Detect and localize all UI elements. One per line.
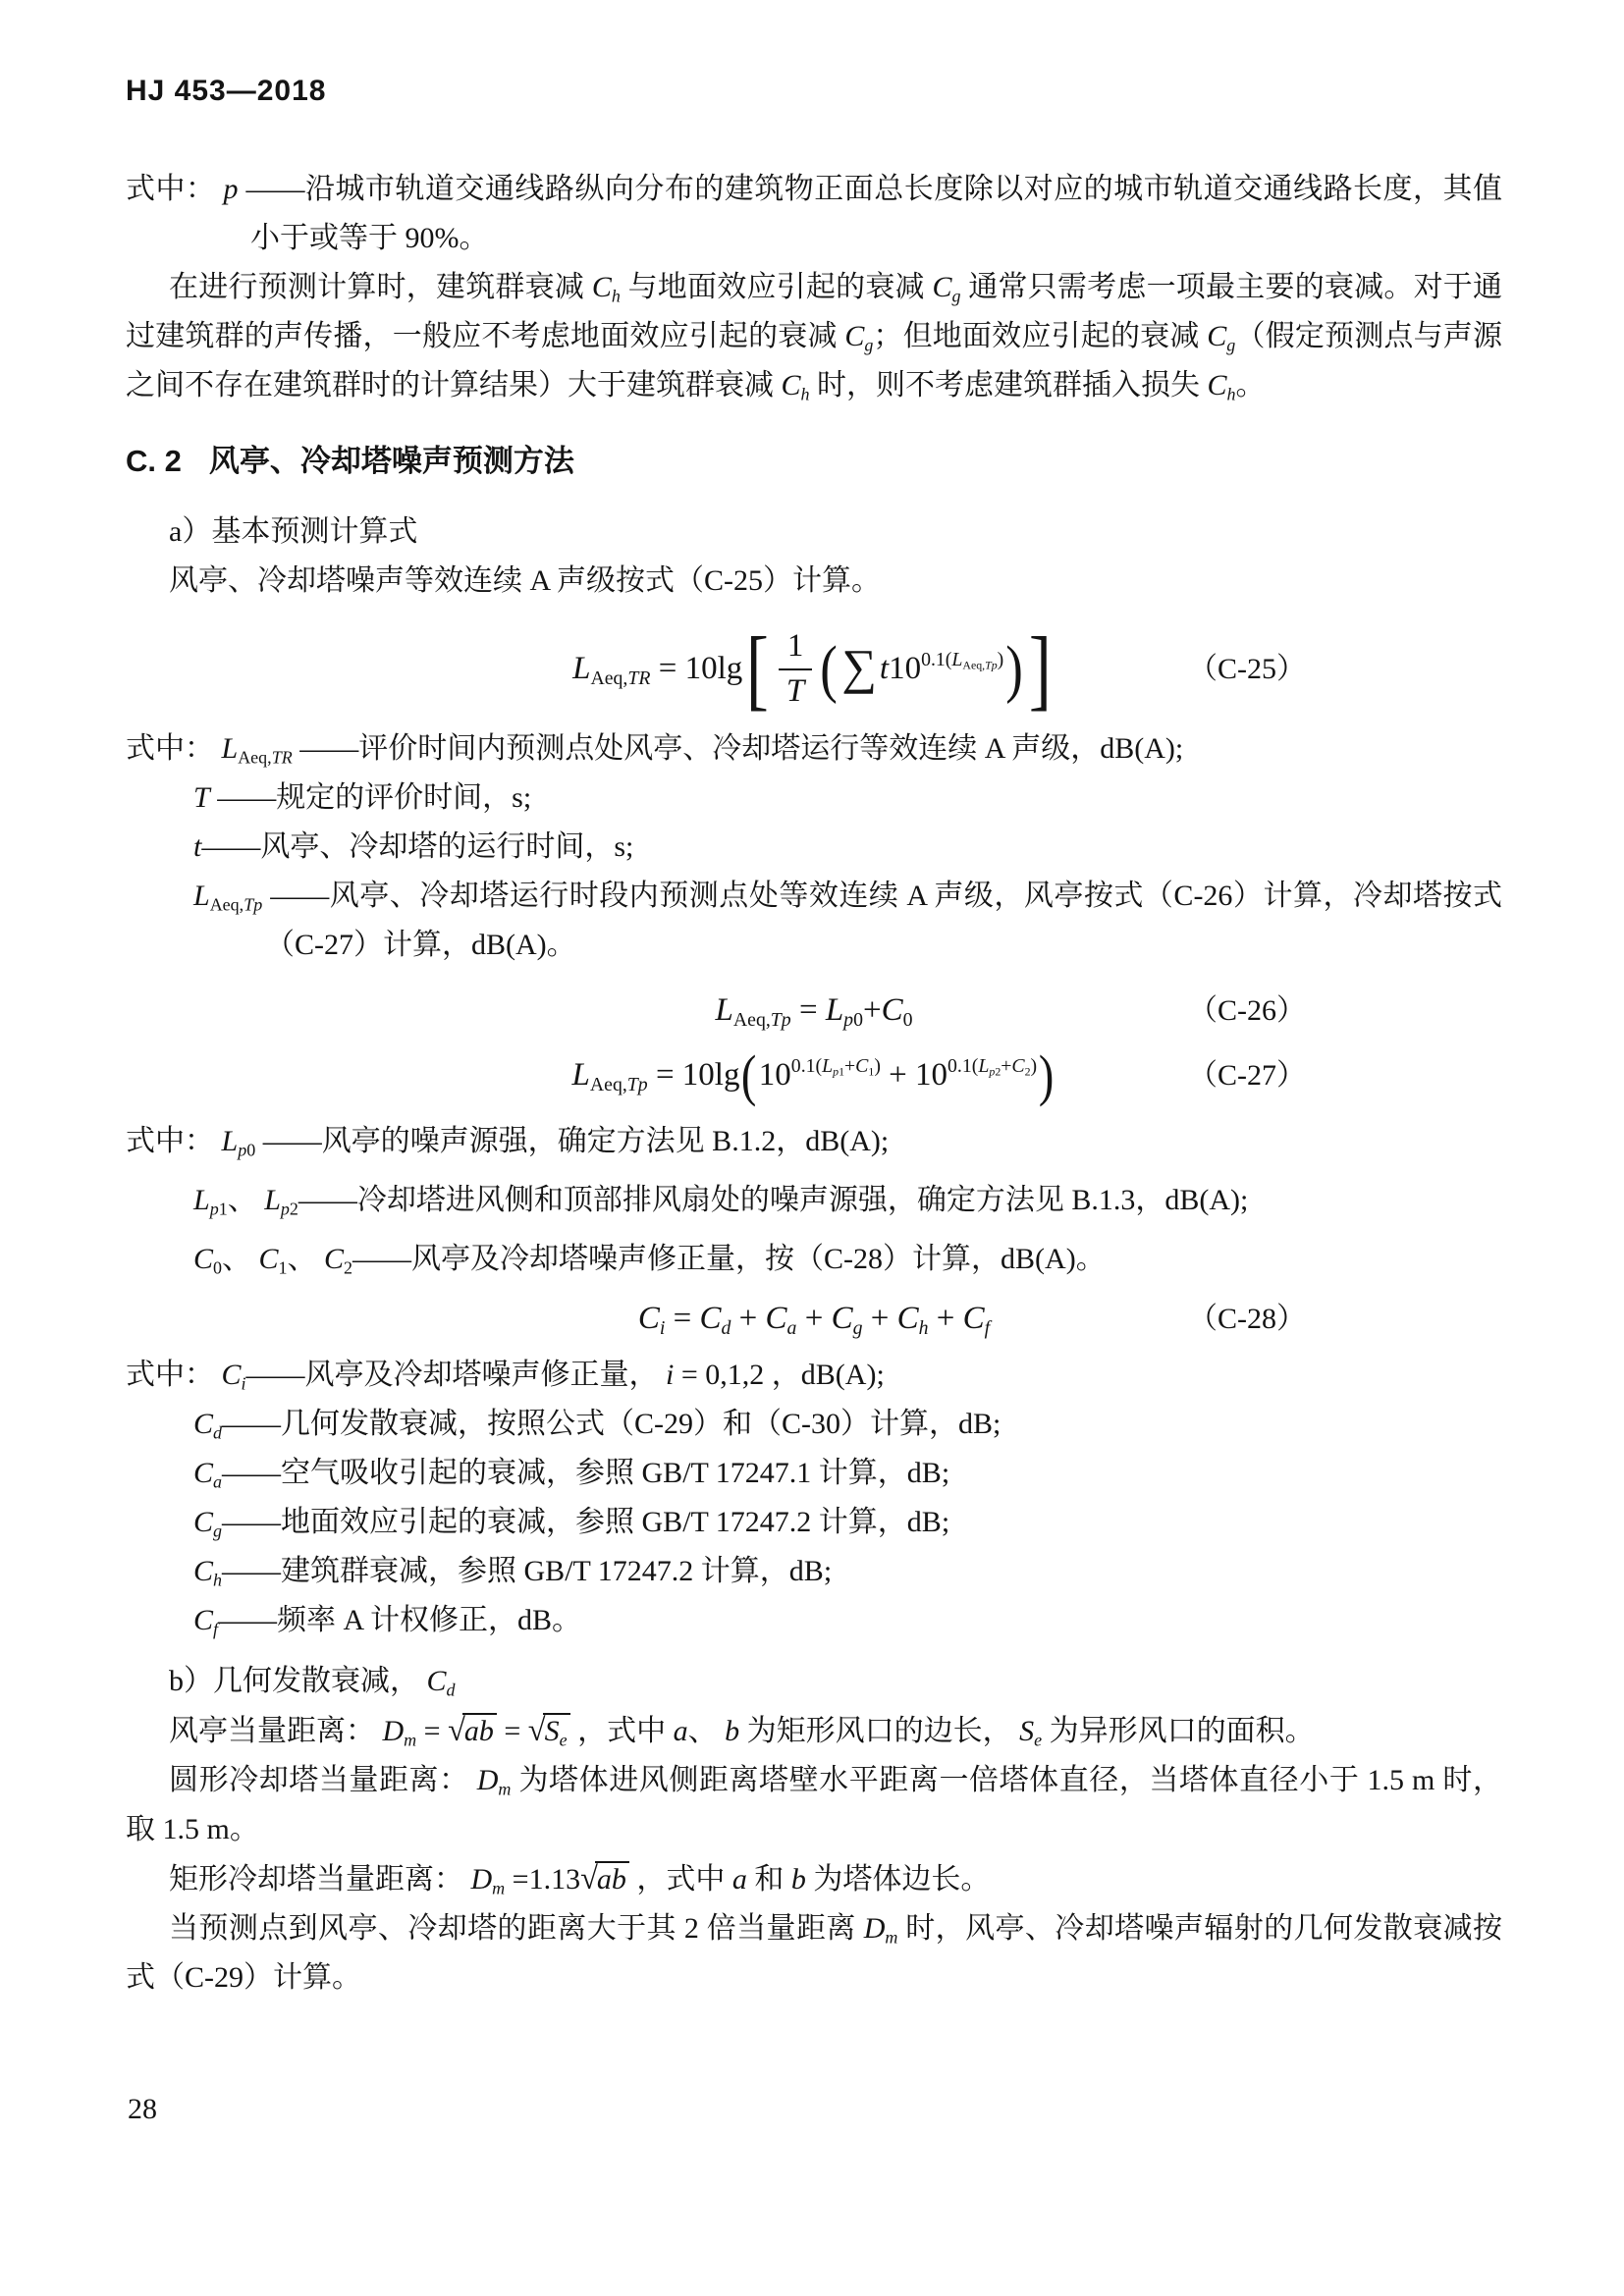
- definition-item: 式中： $L_{p0}$ ——风亭的噪声源强，确定方法见 B.1.2，dB(A);: [126, 1124, 890, 1160]
- paragraph-attenuation: 在进行预测计算时，建筑群衰减 $C_h$ 与地面效应引起的衰减 $C_g$ 通常只需考虑一项最主要的衰减。对于通过建筑群的声传播，一般应不考虑地面效应引起的衰减 $C_g$；但地面效应引起的衰减 $C_g$（假定预测点与声源之间不存在建筑群时的计算结果）大于建筑群衰减 $C_h$ 时，则不考虑建筑群插入损失 $C_h$。: [126, 271, 1503, 404]
- definition-item: $C_f——$频率 A 计权修正，dB。: [193, 1603, 582, 1638]
- equation-number-c25: （C-25）: [1188, 652, 1306, 685]
- section-heading-c2: [126, 436, 1502, 480]
- definition-item: $L_{p1}$、 $L_{p2}——$冷却塔进风侧和顶部排风扇处的噪声源强，确定方法见 B.1.3，dB(A);: [193, 1183, 1249, 1219]
- definition-item: $C_g——$地面效应引起的衰减，参照 GB/T 17247.2 计算，dB;: [193, 1505, 950, 1540]
- definition-item: T ——规定的评价时间，s;: [193, 781, 532, 815]
- definition-item: $C_d——$几何发散衰减，按照公式（C-29）和（C-30）计算，dB;: [193, 1407, 1001, 1442]
- paren-right: ): [1005, 632, 1024, 705]
- list-item-a-desc: 风亭、冷却塔噪声等效连续 A 声级按式（C-25）计算。: [169, 564, 882, 597]
- definition-item: $C_a——$空气吸收引起的衰减，参照 GB/T 17247.1 计算，dB;: [193, 1456, 950, 1491]
- paren-left: (: [820, 632, 839, 705]
- paragraph-round-tower: 圆形冷却塔当量距离： $D_m$ 为塔体进风侧距离塔壁水平距离一倍塔体直径，当塔体直径小于 1.5 m 时，取 1.5 m。: [126, 1763, 1502, 1845]
- bracket-left: [: [746, 618, 770, 720]
- section-title: 风亭、冷却塔噪声预测方法: [208, 444, 574, 478]
- formula-c26: [126, 991, 1502, 1031]
- equation-number-c27: （C-27）: [1188, 1058, 1306, 1092]
- formula-c27-lhs: $L_{Aeq,Tp} = 10\lg$: [571, 1057, 740, 1096]
- formula-c28-body: $C_i = C_d + C_a + C_g + C_h + C_f$: [637, 1300, 991, 1339]
- summation-icon: ∑: [841, 638, 877, 694]
- definition-item: $C_h——$建筑群衰减，参照 GB/T 17247.2 计算，dB;: [193, 1554, 833, 1589]
- paren-right: ): [1039, 1042, 1055, 1107]
- definition-item: t——风亭、冷却塔的运行时间，s;: [193, 830, 634, 864]
- formula-c27-body: $10^{0.1(L_{p1}+C_1)} + 10^{0.1(L_{p2}+C_2)}$: [758, 1055, 1038, 1094]
- formula-c26-body: $L_{Aeq,Tp} = L_{p0}+C_0$: [715, 992, 913, 1032]
- formula-c25-lhs: $L_{Aeq,TR} = 10\lg$: [572, 650, 743, 689]
- definition-item: 式中： $C_i——$风亭及冷却塔噪声修正量， i = 0,1,2 ，dB(A);: [126, 1358, 885, 1393]
- fraction-denominator: T: [785, 672, 805, 709]
- paren-left: (: [741, 1042, 757, 1107]
- list-item-a: a）基本预测计算式: [169, 515, 418, 548]
- section-label: C. 2: [126, 444, 182, 478]
- definition-item: $L_{Aeq,Tp}$ ——风亭、冷却塔运行时段内预测点处等效连续 A 声级，风亭按式（C-26）计算，冷却塔按式（C-27）计算，dB(A)。: [193, 880, 1502, 962]
- bracket-right: ]: [1029, 618, 1053, 720]
- formula-c25-body: $t10^{0.1(L_{Aeq,Tp})}$: [879, 648, 1004, 686]
- equation-number-c26: （C-26）: [1188, 993, 1306, 1027]
- formula-c28: [126, 1300, 1502, 1339]
- definition-item: 式中： $L_{Aeq,TR}$ ——评价时间内预测点处风亭、冷却塔运行等效连续 A 声级，dB(A);: [126, 732, 1184, 768]
- list-item-b: b）几何发散衰减， $C_d$: [169, 1664, 456, 1699]
- paragraph-wind-pavilion: 风亭当量距离： $D_m = √ab = √S_e$ ，式中 a、 b 为矩形风口的边长， $S_e$ 为异形风口的面积。: [169, 1712, 1315, 1749]
- paragraph-rect-tower: 矩形冷却塔当量距离： $D_m =1.13√ab$ ，式中 a 和 b 为塔体边长。: [169, 1860, 991, 1897]
- paragraph-formula-note: 式中： p ——沿城市轨道交通线路纵向分布的建筑物正面总长度除以对应的城市轨道交通线路长度，其值小于或等于 90%。: [126, 173, 1503, 254]
- formula-c27: [126, 1042, 1502, 1107]
- page-number: 28: [128, 2093, 157, 2125]
- fraction: [778, 627, 813, 711]
- paragraph-far-field: 当预测点到风亭、冷却塔的距离大于其 2 倍当量距离 $D_m$ 时，风亭、冷却塔噪声辐射的几何发散衰减按式（C-29）计算。: [126, 1911, 1503, 1994]
- fraction-numerator: 1: [779, 627, 813, 670]
- formula-c25: [126, 618, 1502, 720]
- definition-item: $C_0$、 $C_1$、 $C_2——$风亭及冷却塔噪声修正量，按（C-28）计算，dB(A)。: [193, 1242, 1106, 1278]
- doc-header: HJ 453—2018: [126, 75, 327, 107]
- equation-number-c28: （C-28）: [1188, 1302, 1306, 1335]
